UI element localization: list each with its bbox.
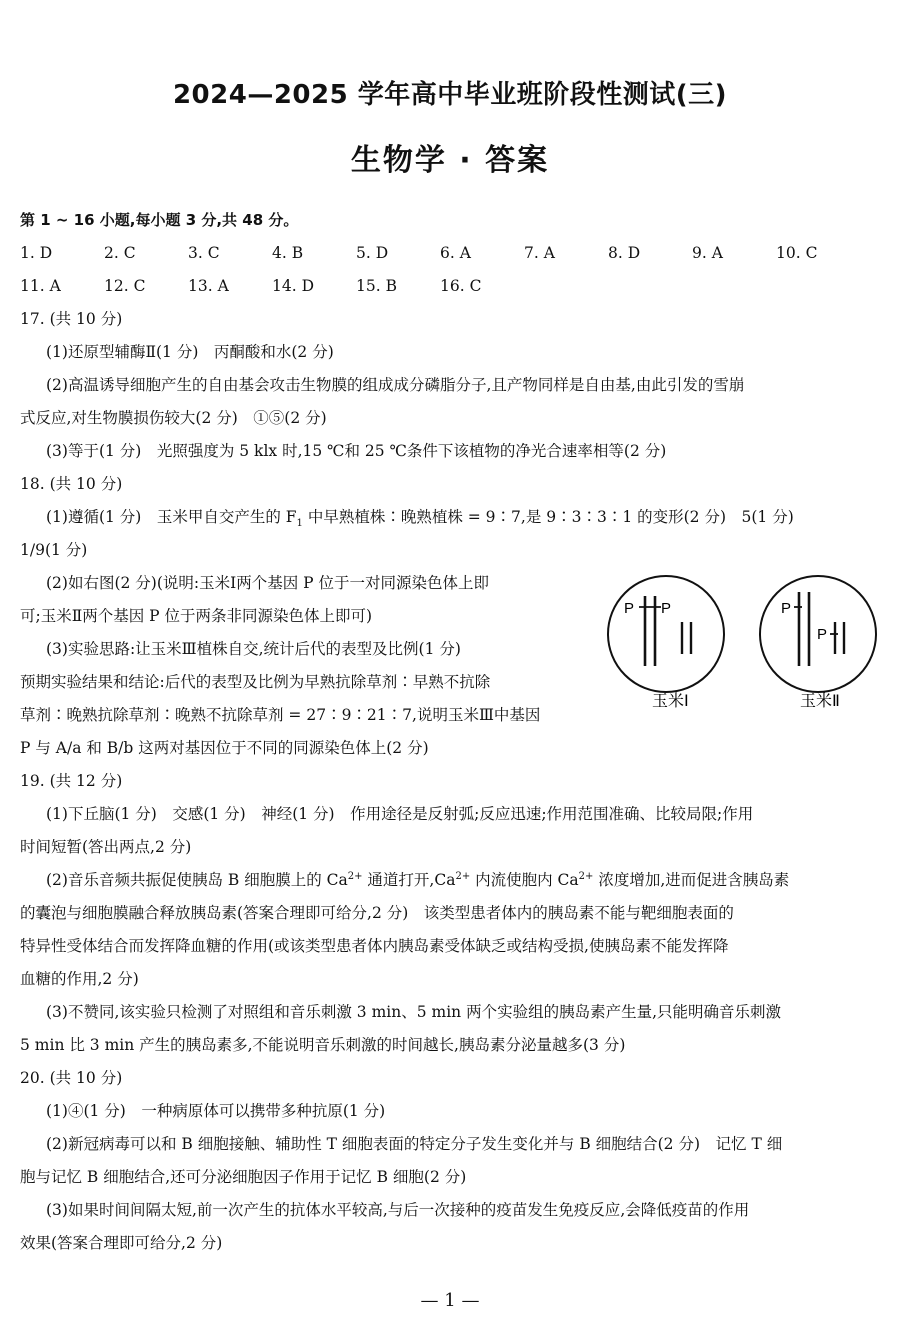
gene-label-p: P: [781, 600, 792, 617]
q18-heading: 18. (共 10 分): [20, 475, 123, 493]
chromosome-figure: [606, 566, 886, 716]
mc-answer: 10. C: [776, 244, 818, 262]
q18-part-4-line-2: 草剂∶晚熟抗除草剂∶晚熟不抗除草剂 = 27∶9∶21∶7,说明玉米Ⅲ中基因: [20, 706, 541, 724]
q20-part-3-line-2: 效果(答案合理即可给分,2 分): [20, 1234, 223, 1252]
q17-part-1: (1)还原型辅酶Ⅱ(1 分) 丙酮酸和水(2 分): [46, 343, 334, 361]
mc-answer: 9. A: [692, 244, 723, 262]
q18-part-3: (3)实验思路:让玉米Ⅲ植株自交,统计后代的表型及比例(1 分): [46, 640, 461, 658]
superscript: 2+: [347, 870, 363, 882]
answer-content: [20, 204, 882, 1260]
gene-label-p: P: [661, 600, 672, 617]
q18-part-4-line-1: 预期实验结果和结论:后代的表型及比例为早熟抗除草剂∶早熟不抗除: [20, 673, 491, 691]
q18-p1-text-a: (1)遵循(1 分) 玉米甲自交产生的 F: [46, 508, 297, 526]
chromosome-diagram: [606, 566, 886, 716]
page-number: — 1 —: [420, 1290, 480, 1311]
q18-part-2-line-1: (2)如右图(2 分)(说明:玉米Ⅰ两个基因 P 位于一对同源染色体上即: [46, 574, 490, 592]
q20-heading: 20. (共 10 分): [20, 1069, 123, 1087]
q19-heading: 19. (共 12 分): [20, 772, 123, 790]
q19-part-3-line-1: (3)不赞同,该实验只检测了对照组和音乐刺激 3 min、5 min 两个实验组的胰岛素产生量,只能明确音乐刺激: [46, 1003, 782, 1021]
page-title: 2024—2025 学年高中毕业班阶段性测试(三): [172, 80, 728, 110]
mc-row-2: [20, 270, 882, 303]
q20-part-3-line-1: (3)如果时间间隔太短,前一次产生的抗体水平较高,与后一次接种的疫苗发生免疫反应,会降低疫苗的作用: [46, 1201, 750, 1219]
q19-part-2-line-4: 血糖的作用,2 分): [20, 970, 139, 988]
q18-part-1-line-1: [20, 501, 882, 534]
gene-label-p: P: [817, 626, 828, 643]
q19-part-2-line-2: 的囊泡与细胞膜融合释放胰岛素(答案合理即可给分,2 分) 该类型患者体内的胰岛素不能与靶细胞表面的: [20, 904, 734, 922]
figure-label-corn-2: 玉米Ⅱ: [800, 693, 840, 710]
mc-answer: 8. D: [608, 244, 641, 262]
q18-part-2-line-2: 可;玉米Ⅱ两个基因 P 位于两条非同源染色体上即可): [20, 607, 373, 625]
figure-label-corn-1: 玉米Ⅰ: [652, 693, 689, 710]
q17-heading: 17. (共 10 分): [20, 310, 123, 328]
q19-part-1-line-1: (1)下丘脑(1 分) 交感(1 分) 神经(1 分) 作用途径是反射弧;反应迅速;作用范围准确、比较局限;作用: [46, 805, 754, 823]
q19-part-2-line-3: 特异性受体结合而发挥降血糖的作用(或该类型患者体内胰岛素受体缺乏或结构受损,使胰岛素不能发挥降: [20, 937, 729, 955]
q17-part-2-line-1: (2)高温诱导细胞产生的自由基会攻击生物膜的组成成分磷脂分子,且产物同样是自由基,由此引发的雪崩: [46, 376, 745, 394]
q17-part-3: (3)等于(1 分) 光照强度为 5 klx 时,15 ℃和 25 ℃条件下该植物的净光合速率相等(2 分): [46, 442, 667, 460]
q18-p1-text-b: 中早熟植株∶晚熟植株 = 9∶7,是 9∶3∶3∶1 的变形(2 分) 5(1 分): [302, 508, 794, 526]
mc-row-1: [20, 237, 882, 270]
q19-p2-text: 浓度增加,进而促进含胰岛素: [593, 871, 790, 889]
mc-answer: 7. A: [524, 244, 555, 262]
q18-part-1-line-2: 1/9(1 分): [20, 541, 88, 559]
q19-part-2-line-1: [20, 864, 882, 897]
mc-answer: 5. D: [356, 244, 389, 262]
mc-answer: 1. D: [20, 244, 53, 262]
mc-answer: 12. C: [104, 277, 146, 295]
mc-answer: 13. A: [188, 277, 229, 295]
mc-answer: 16. C: [440, 277, 482, 295]
q18-part-4-line-3: P 与 A/a 和 B/b 这两对基因位于不同的同源染色体上(2 分): [20, 739, 429, 757]
page-subtitle: 生物学 · 答案: [350, 143, 550, 178]
mc-answer: 3. C: [188, 244, 220, 262]
q17-part-2-line-2: 式反应,对生物膜损伤较大(2 分) ①⑤(2 分): [20, 409, 327, 427]
mc-answer: 14. D: [272, 277, 315, 295]
q20-part-2-line-1: (2)新冠病毒可以和 B 细胞接触、辅助性 T 细胞表面的特定分子发生变化并与 B 细胞结合(2 分) 记忆 T 细: [46, 1135, 783, 1153]
q19-part-3-line-2: 5 min 比 3 min 产生的胰岛素多,不能说明音乐刺激的时间越长,胰岛素分泌量越多(3 分): [20, 1036, 626, 1054]
superscript: 2+: [578, 870, 594, 882]
mc-answer: 2. C: [104, 244, 136, 262]
q19-p2-text: 通道打开,Ca: [362, 871, 456, 889]
q20-part-1: (1)④(1 分) 一种病原体可以携带多种抗原(1 分): [46, 1102, 386, 1120]
q19-p2-text: 内流使胞内 Ca: [470, 871, 579, 889]
mc-answer: 4. B: [272, 244, 304, 262]
mc-answer: 11. A: [20, 277, 61, 295]
cell-circle-1: [608, 576, 724, 692]
q19-p2-text: (2)音乐音频共振促使胰岛 B 细胞膜上的 Ca: [46, 871, 348, 889]
mc-answer: 6. A: [440, 244, 471, 262]
q20-part-2-line-2: 胞与记忆 B 细胞结合,还可分泌细胞因子作用于记忆 B 细胞(2 分): [20, 1168, 467, 1186]
mc-answer: 15. B: [356, 277, 397, 295]
gene-label-p: P: [624, 600, 635, 617]
q19-part-1-line-2: 时间短暂(答出两点,2 分): [20, 838, 192, 856]
superscript: 2+: [455, 870, 471, 882]
mc-intro: 第 1 ~ 16 小题,每小题 3 分,共 48 分。: [20, 211, 299, 229]
subscript: 1: [296, 518, 303, 530]
